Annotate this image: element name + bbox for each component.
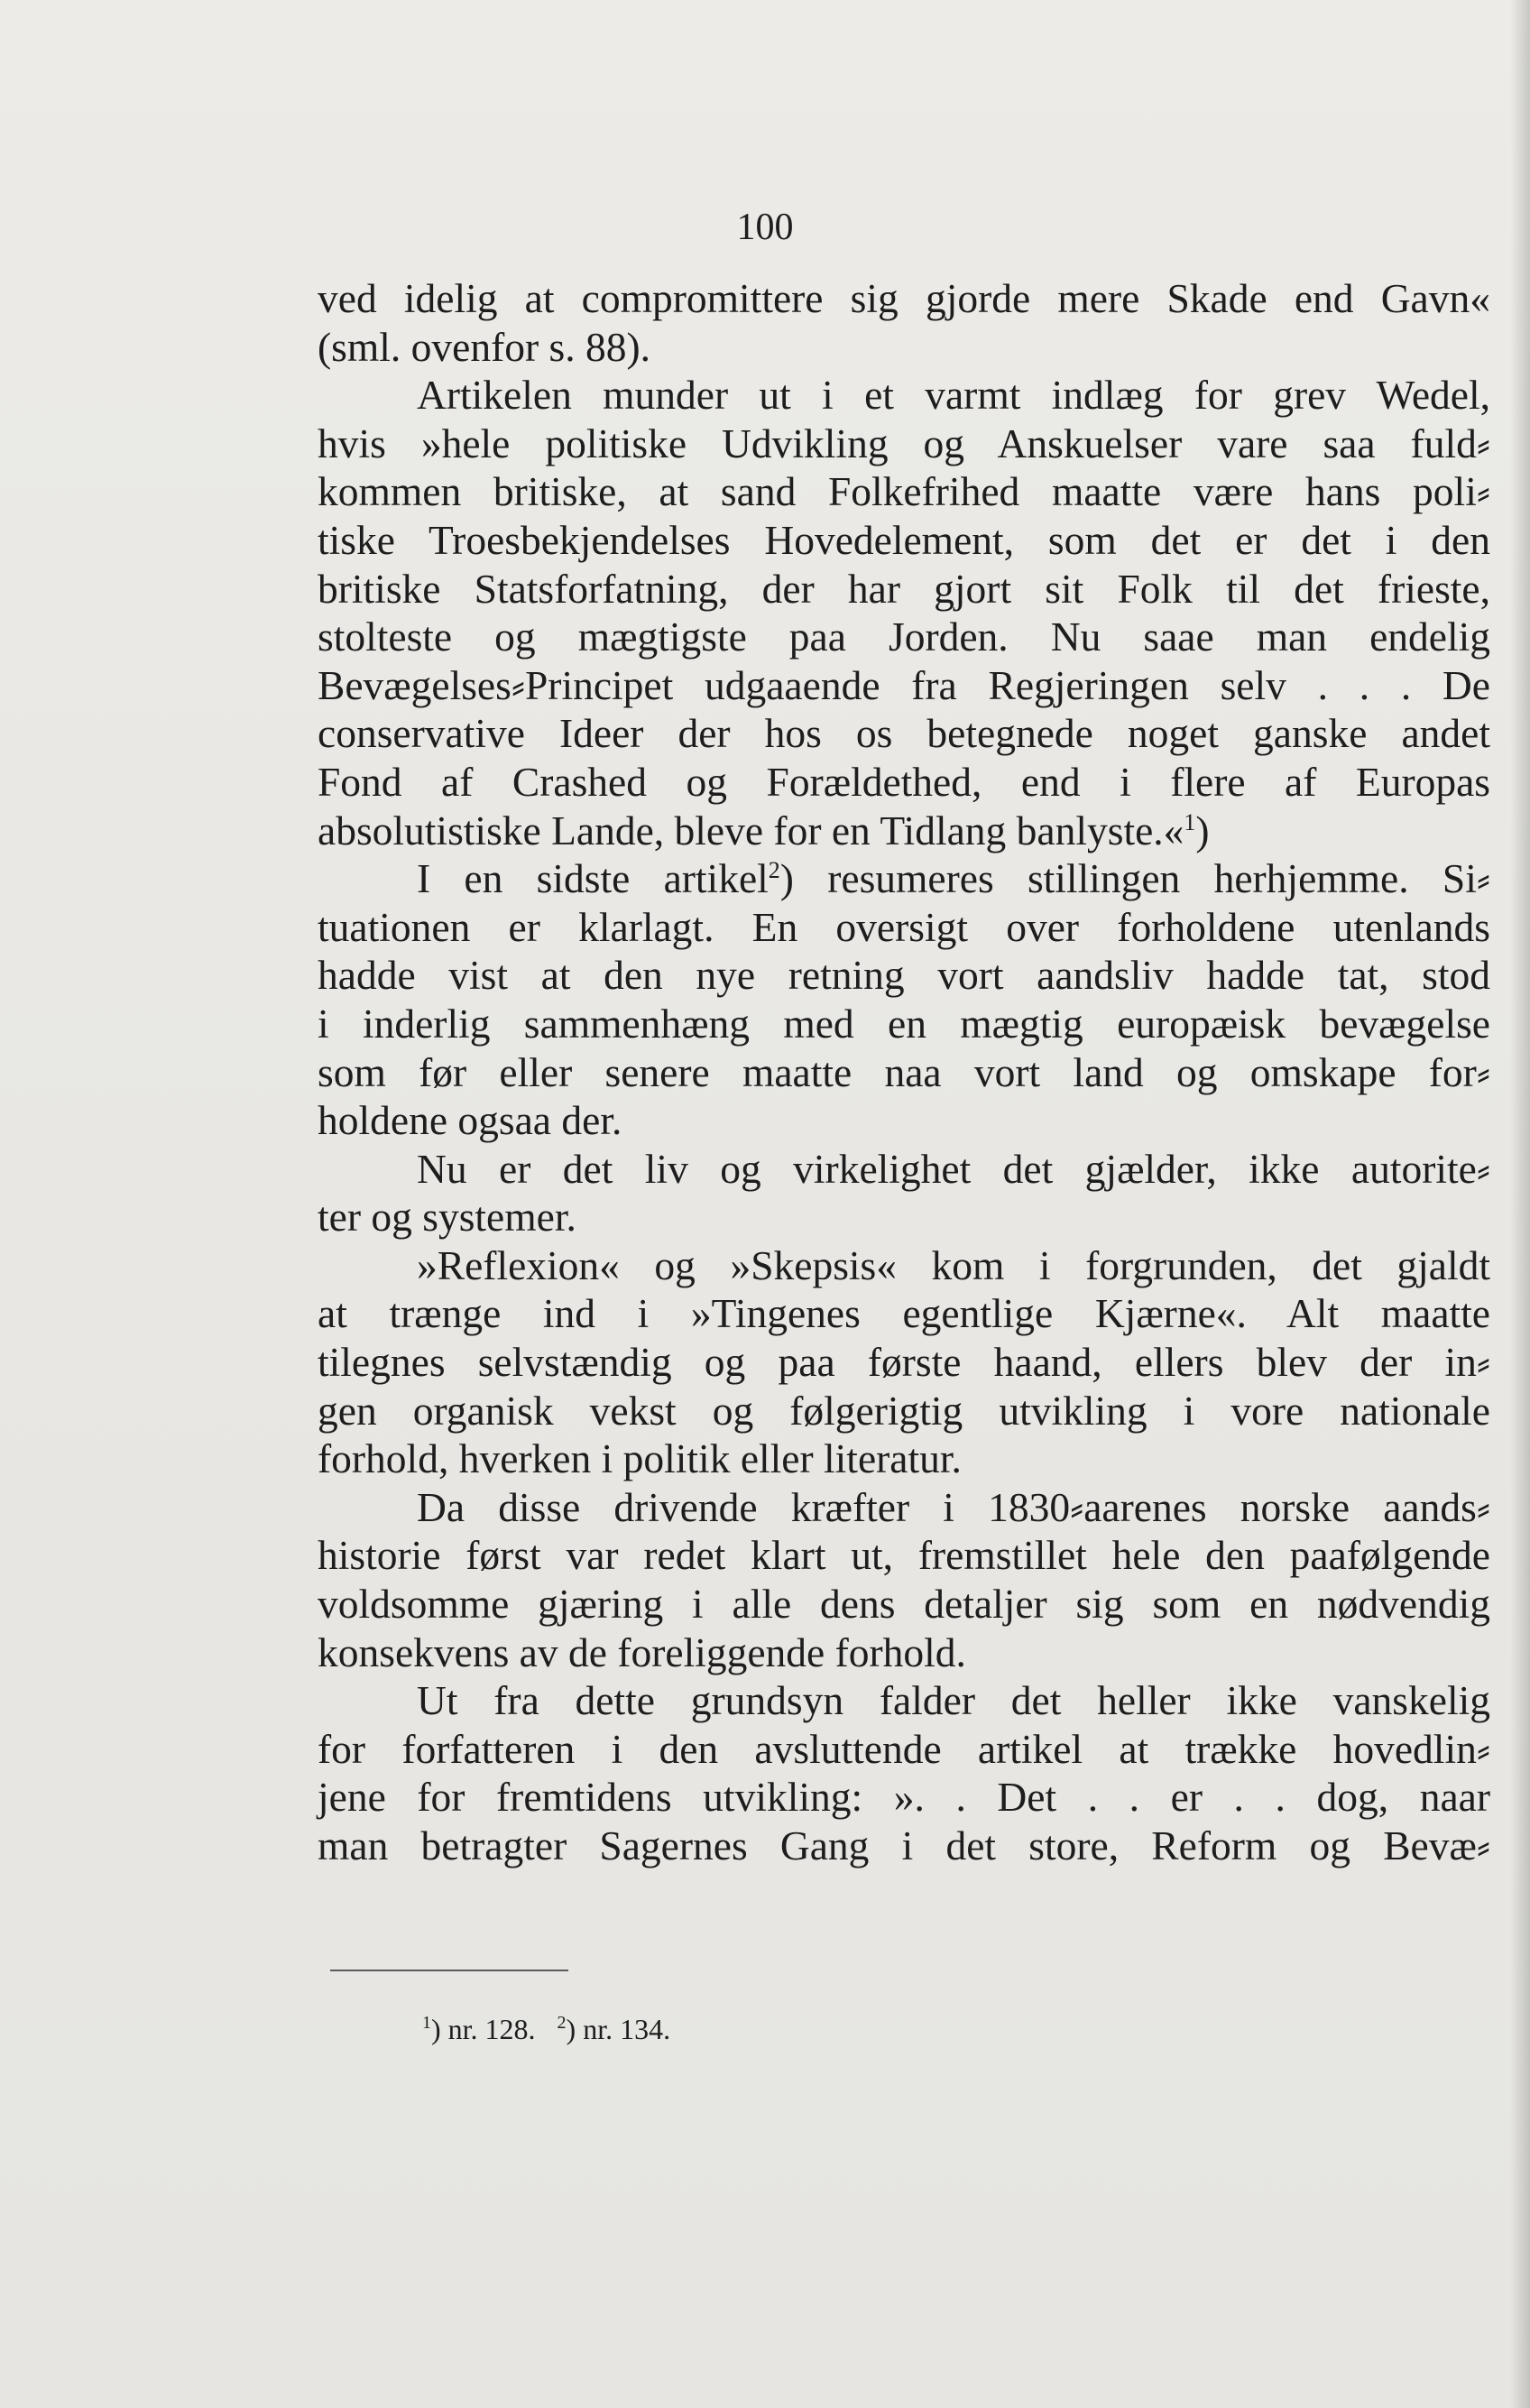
footnotes [422, 2005, 670, 2047]
text-line [318, 1773, 1490, 1822]
footnote-1-text: ) nr. 128. [431, 2013, 536, 2045]
text-line-content: gen organisk vekst og følgerigtig utvikling i vore nationale [318, 1387, 1490, 1434]
text-line-content: jene for fremtidens utvikling: ». . Det . . er . . dog, naar [318, 1774, 1490, 1821]
text-line [318, 1000, 1490, 1048]
text-line [318, 951, 1490, 1000]
text-line [318, 613, 1490, 661]
text-line-content: Da disse drivende kræfter i 1830⸗aarenes norske aands⸗ [417, 1483, 1490, 1530]
text-line [318, 1241, 1490, 1290]
footnote-divider [330, 1970, 568, 1971]
text-line [318, 903, 1490, 952]
text-line [318, 1193, 1490, 1241]
text-line-content: konsekvens av de foreliggende forhold. [318, 1628, 966, 1675]
text-line [318, 1048, 1490, 1097]
text-line [318, 516, 1490, 565]
text-line-content: kommen britiske, at sand Folkefrihed maatte være hans poli⸗ [318, 468, 1490, 515]
text-line [318, 1435, 1490, 1483]
text-line [318, 274, 1490, 323]
text-line [318, 371, 1490, 420]
footnote-2 [558, 2013, 671, 2045]
text-line-content: i inderlig sammenhæng med en mægtig europæisk bevægelse [318, 1000, 1490, 1047]
text-line [318, 807, 1490, 855]
text-line-content: Fond af Crashed og Forældethed, end i flere af Europas [318, 758, 1490, 805]
text-line-content: stolteste og mægtigste paa Jorden. Nu saae man endelig [318, 614, 1490, 660]
text-line [318, 1145, 1490, 1194]
text-line-content: holdene ogsaa der. [318, 1097, 622, 1144]
text-line [318, 1387, 1490, 1435]
text-line-content: som før eller senere maatte naa vort land og omskape for⸗ [318, 1048, 1490, 1095]
footnote-1 [422, 2013, 536, 2045]
text-line [318, 709, 1490, 758]
text-line [318, 1580, 1490, 1628]
text-line-content: Nu er det liv og virkelighet det gjælder, ikke autorite⸗ [417, 1145, 1490, 1192]
text-line-content: tiske Troesbekjendelses Hovedelement, som det er det i den [318, 516, 1490, 563]
text-line [318, 467, 1490, 516]
text-line-continuation: ) [1195, 807, 1210, 853]
text-line-content: at trænge ind i »Tingenes egentlige Kjærne«. Alt maatte [318, 1290, 1490, 1337]
text-line [318, 1338, 1490, 1387]
text-line-content: I en sidste artikel [417, 855, 769, 902]
footnote-1-mark: 1 [422, 2013, 431, 2033]
text-line-content: »Reflexion« og »Skepsis« kom i forgrunden, det gjaldt [417, 1241, 1490, 1288]
text-line [318, 1289, 1490, 1338]
text-line [318, 1676, 1490, 1725]
text-line [318, 1096, 1490, 1145]
text-line [318, 1483, 1490, 1532]
text-line-content: man betragter Sagernes Gang i det store, Reform og Bevæ⸗ [318, 1822, 1490, 1868]
page-edge-shadow [1510, 0, 1530, 2408]
text-line-content: Artikelen munder ut i et varmt indlæg for grev Wedel, [417, 372, 1490, 419]
text-line-content: Bevægelses⸗Principet udgaaende fra Regjeringen selv . . . De [318, 661, 1490, 708]
text-line-content: ter og systemer. [318, 1194, 576, 1241]
text-line-content: britiske Statsforfatning, der har gjort sit Folk til det frieste, [318, 565, 1490, 612]
text-line [318, 565, 1490, 614]
footnote-reference: 2 [768, 857, 780, 884]
text-line-content: voldsomme gjæring i alle dens detaljer sig som en nødvendig [318, 1581, 1490, 1628]
text-line [318, 1822, 1490, 1870]
text-line-content: tilegnes selvstændig og paa første haand, ellers blev der in⸗ [318, 1339, 1490, 1386]
text-line-content: forhold, hverken i politik eller literatur. [318, 1435, 962, 1482]
text-line [318, 1628, 1490, 1677]
text-line [318, 1725, 1490, 1774]
page-number: 100 [736, 207, 794, 248]
text-line [318, 661, 1490, 710]
footnote-2-mark: 2 [557, 2013, 567, 2033]
text-line-content: for forfatteren i den avsluttende artikel at trække hovedlin⸗ [318, 1725, 1490, 1772]
text-line [318, 323, 1490, 372]
body-text [318, 274, 1490, 1870]
text-line-content: ved idelig at compromittere sig gjorde mere Skade end Gavn« [318, 275, 1490, 321]
text-line-content: hadde vist at den nye retning vort aandsliv hadde tat, stod [318, 952, 1490, 999]
footnote-2-text: ) nr. 134. [566, 2013, 671, 2045]
text-line-content: hvis »hele politiske Udvikling og Anskuelser vare saa fuld⸗ [318, 420, 1490, 466]
text-line-continuation: ) resumeres stillingen herhjemme. Si⸗ [779, 855, 1490, 902]
text-line [318, 420, 1490, 468]
footnote-reference: 1 [1184, 808, 1196, 835]
text-line [318, 1531, 1490, 1580]
text-line-content: absolutistiske Lande, bleve for en Tidlang banlyste.« [318, 807, 1184, 853]
text-line-content: tuationen er klarlagt. En oversigt over forholdene utenlands [318, 903, 1490, 950]
text-line-content: historie først var redet klart ut, fremstillet hele den paafølgende [318, 1532, 1490, 1579]
text-line [318, 758, 1490, 807]
text-line [318, 854, 1490, 903]
text-line-content: Ut fra dette grundsyn falder det heller ikke vanskelig [417, 1677, 1490, 1724]
text-line-content: conservative Ideer der hos os betegnede noget ganske andet [318, 710, 1490, 757]
text-line-content: (sml. ovenfor s. 88). [318, 323, 650, 370]
